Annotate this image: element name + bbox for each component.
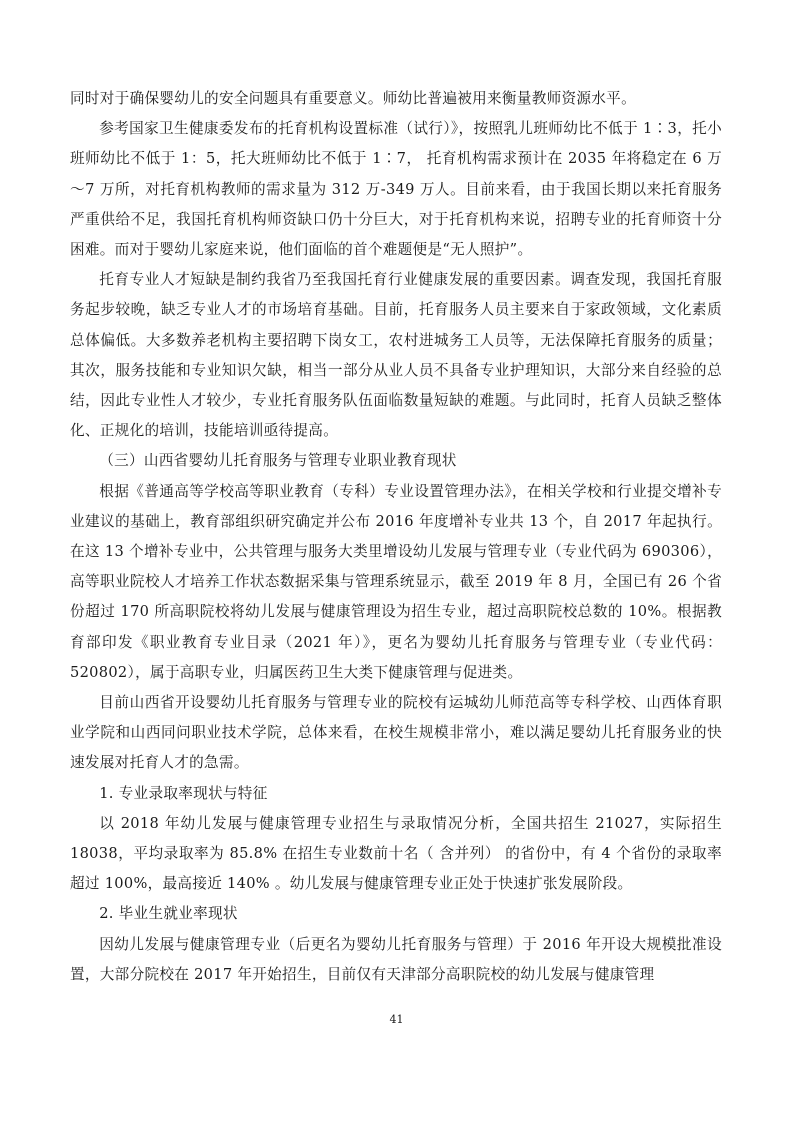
subheading-employment-rate: 2. 毕业生就业率现状 [99,905,238,923]
paragraph-major-setup: 根据《普通高等学校高等职业教育（专科）专业设置管理办法》，在相关学校和行业提交增补专业建议的基础上，教育部组织研究确定并公布 2016 年度增补专业共 13 个，自 2017 年起执行。在这 13 个增补专业中，公共管理与服务大类里增设幼儿发展与管理专业（专业代码为 690306），高等职业院校人才培养工作状态数据采集与管理系统显示，截至 2019 年 8 月，全国已有 26 个省份超过 170 所高职院校将幼儿发展与健康管理设为招生专业，超过高职院校总数的 10%。根据教育部印发《职业教育专业目录（2021 年）》，更名为婴幼儿托育服务与管理专业（专业代码：520802），属于高职专业，归属医药卫生大类下健康管理与促进类。 [70,482,722,681]
paragraph-shanxi-colleges: 目前山西省开设婴幼儿托育服务与管理专业的院校有运城幼儿师范高等专科学校、山西体育职业学院和山西同问职业技术学院，总体来看，在校生规模非常小，难以满足婴幼儿托育服务业的快速发展对托育人才的急需。 [70,694,722,772]
subheading-admission-rate: 1. 专业录取率现状与特征 [99,784,268,802]
page-number: 41 [389,1013,404,1026]
paragraph-employment-rate: 因幼儿发展与健康管理专业（后更名为婴幼儿托育服务与管理）于 2016 年开设大规模批准设置，大部分院校在 2017 年开始招生，目前仅有天津部分高职院校的幼儿发展与健康管理 [70,935,722,983]
paragraph-continuation: 同时对于确保婴幼儿的安全问题具有重要意义。师幼比普遍被用来衡量教师资源水平。 [70,90,636,107]
paragraph-admission-rate: 以 2018 年幼儿发展与健康管理专业招生与录取情况分析，全国共招生 21027，实际招生 18038，平均录取率为 85.8% 在招生专业数前十名（ 含并列） 的省份中，有 4 个省份的录取率超过 100%，最高接近 140% 。幼儿发展与健康管理专业正处于快速扩张发展阶段。 [70,814,722,893]
paragraph-staff-ratio: 参考国家卫生健康委发布的托育机构设置标准（试行）》，按照乳儿班师幼比不低于 1∶3，托小班师幼比不低于 1：5，托大班师幼比不低于 1∶7， 托育机构需求预计在 2035 年将稳定在 6 万～7 万所，对托育机构教师的需求量为 312 万-349 万人。目前来看，由于我国长期以来托育服务严重供给不足，我国托育机构师资缺口仍十分巨大，对于托育机构来说，招聘专业的托育师资十分困难。而对于婴幼儿家庭来说，他们面临的首个难题便是“无人照护”。 [70,120,722,259]
body-text [70,84,722,990]
paragraph-talent-shortage: 托育专业人才短缺是制约我省乃至我国托育行业健康发展的重要因素。调查发现，我国托育服务起步较晚，缺乏专业人才的市场培育基础。目前，托育服务人员主要来自于家政领域，文化素质总体偏低。大多数养老机构主要招聘下岗女工，农村进城务工人员等，无法保障托育服务的质量；其次，服务技能和专业知识欠缺，相当一部分从业人员不具备专业护理知识，大部分来自经验的总结，因此专业性人才较少，专业托育服务队伍面临数量短缺的难题。与此同时，托育人员缺乏整体化、正规化的培训，技能培训亟待提高。 [70,271,722,440]
section-heading-shanxi-education: （三）山西省婴幼儿托育服务与管理专业职业教育现状 [99,452,457,470]
